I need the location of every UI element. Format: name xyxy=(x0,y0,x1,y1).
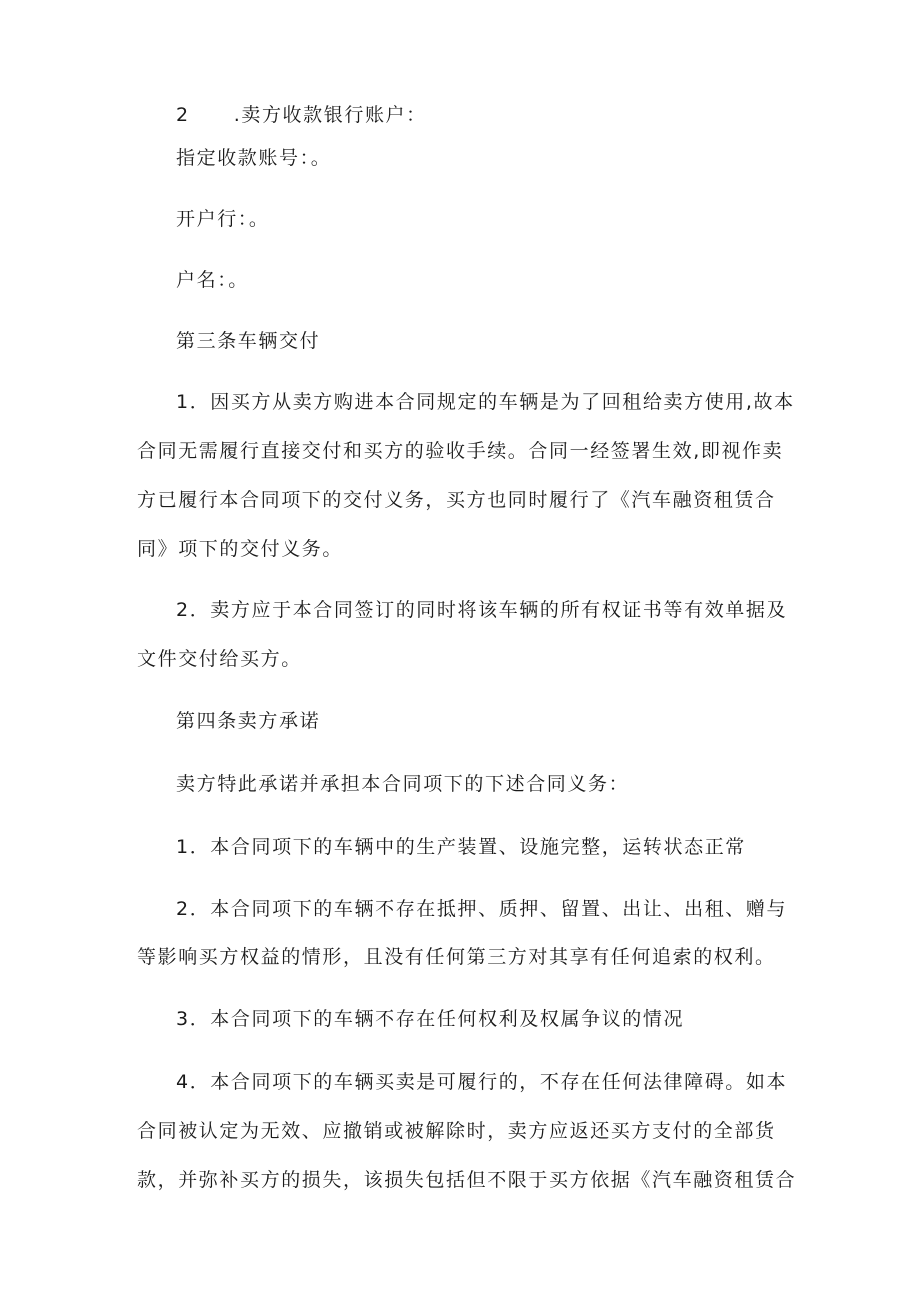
paragraph-line: 4．本合同项下的车辆买卖是可履行的，不存在任何法律障碍。如本 xyxy=(176,1071,788,1093)
paragraph-line: 1．因买方从卖方购进本合同规定的车辆是为了回租给卖方使用,故本 xyxy=(176,391,795,413)
paragraph-line: 合同无需履行直接交付和买方的验收手续。合同一经签署生效,即视作卖 xyxy=(137,440,784,462)
bank-line: 开户行：。 xyxy=(176,208,270,230)
paragraph-line: 2．卖方应于本合同签订的同时将该车辆的所有权证书等有效单据及 xyxy=(176,599,788,621)
paragraph-line: 文件交付给买方。 xyxy=(137,648,302,670)
paragraph-line: 3．本合同项下的车辆不存在任何权利及权属争议的情况 xyxy=(176,1008,685,1030)
paragraph-line: 方已履行本合同项下的交付义务，买方也同时履行了《汽车融资租赁合 xyxy=(137,489,776,511)
account-heading xyxy=(176,102,427,128)
paragraph-line: 卖方特此承诺并承担本合同项下的下述合同义务： xyxy=(176,773,630,795)
account-name-line: 户名：。 xyxy=(176,269,249,291)
paragraph-line: 等影响买方权益的情形，且没有任何第三方对其享有任何追索的权利。 xyxy=(137,946,776,968)
paragraph-line: 同》项下的交付义务。 xyxy=(137,538,344,560)
section-heading: 第三条车辆交付 xyxy=(176,330,321,352)
paragraph-line: 2．本合同项下的车辆不存在抵押、质押、留置、出让、出租、赠与 xyxy=(176,898,788,920)
section-heading: 第四条卖方承诺 xyxy=(176,710,321,732)
paragraph-line: 合同被认定为无效、应撤销或被解除时，卖方应返还买方支付的全部货 xyxy=(137,1120,776,1142)
paragraph-line: 1．本合同项下的车辆中的生产装置、设施完整，运转状态正常 xyxy=(176,836,746,858)
list-text: .卖方收款银行账户： xyxy=(233,104,427,126)
paragraph-line: 款，并弥补买方的损失，该损失包括但不限于买方依据《汽车融资租赁合 xyxy=(137,1169,797,1191)
account-number-line: 指定收款账号：。 xyxy=(176,147,332,169)
list-number: 2 xyxy=(176,104,190,126)
